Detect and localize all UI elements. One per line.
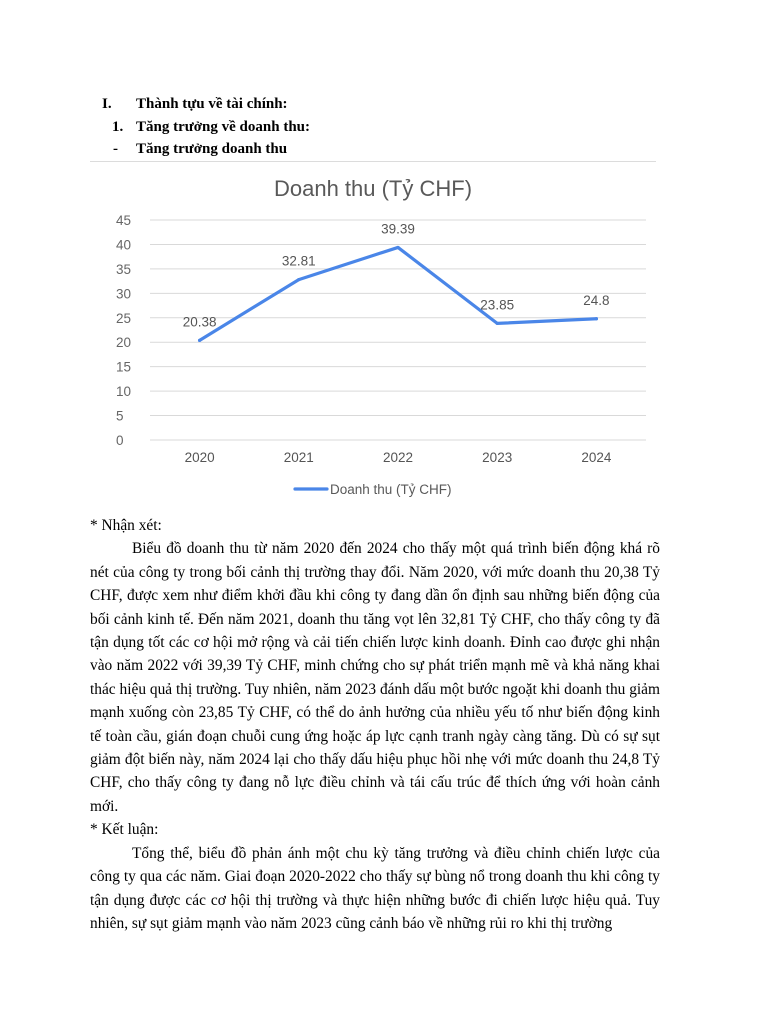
x-tick-label: 2024 bbox=[581, 450, 612, 465]
revenue-chart bbox=[90, 160, 656, 505]
x-tick-label: 2022 bbox=[382, 450, 414, 465]
y-tick-label: 15 bbox=[116, 359, 132, 375]
heading-text: Tăng trưởng doanh thu bbox=[136, 141, 288, 157]
legend-label: Doanh thu (Tỷ CHF) bbox=[330, 482, 452, 497]
data-label: 23.85 bbox=[480, 297, 515, 313]
data-point bbox=[297, 278, 300, 281]
data-label: 39.39 bbox=[381, 221, 415, 237]
conclusion-paragraph: Tổng thể, biểu đồ phản ánh một chu kỳ tăng trưởng và điều chỉnh chiến lược của công ty qua các năm. Giai đoạn 2020-2022 cho thấy sự bùng nổ trong doanh thu khi công ty tận dụng được các cơ hội thị trường và thực hiện những bước đi chiến lược hiệu quả. Tuy nhiên, sự sụt giảm mạnh vào năm 2023 cũng cảnh báo về những rủi ro khi thị trường bbox=[90, 844, 660, 932]
section-heading-financial-achievements bbox=[102, 94, 288, 114]
data-point bbox=[198, 339, 201, 342]
x-axis-ticks bbox=[185, 450, 612, 465]
heading-number: I. bbox=[102, 96, 112, 112]
y-axis-ticks bbox=[116, 213, 131, 448]
data-label: 24.8 bbox=[583, 292, 610, 308]
y-tick-label: 10 bbox=[116, 384, 132, 400]
series-line bbox=[200, 247, 597, 340]
y-tick-label: 30 bbox=[116, 286, 132, 302]
bullet-heading-revenue-growth bbox=[113, 139, 287, 159]
chart-legend bbox=[295, 482, 452, 497]
y-tick-label: 20 bbox=[116, 335, 132, 351]
x-tick-label: 2021 bbox=[283, 450, 314, 465]
revenue-line-chart-svg bbox=[90, 160, 656, 505]
y-tick-label: 40 bbox=[116, 237, 132, 253]
x-tick-label: 2020 bbox=[184, 450, 215, 465]
remark-label: * Nhận xét: bbox=[90, 517, 162, 534]
y-tick-label: 5 bbox=[116, 408, 124, 424]
subsection-heading-revenue-growth bbox=[112, 117, 310, 137]
y-tick-label: 35 bbox=[116, 261, 132, 277]
y-tick-label: 25 bbox=[116, 310, 132, 326]
data-point bbox=[396, 246, 399, 249]
bullet-dash: - bbox=[113, 141, 118, 157]
series-points bbox=[198, 246, 598, 342]
y-tick-label: 45 bbox=[116, 213, 132, 228]
data-label: 20.38 bbox=[182, 314, 217, 330]
data-point bbox=[595, 317, 598, 320]
data-label: 32.81 bbox=[281, 253, 316, 269]
x-tick-label: 2023 bbox=[482, 450, 513, 465]
conclusion-label: * Kết luận: bbox=[90, 821, 159, 839]
heading-text: Tăng trưởng về doanh thu: bbox=[136, 119, 311, 135]
heading-number: 1. bbox=[112, 119, 124, 135]
chart-gridlines bbox=[150, 220, 646, 440]
data-point bbox=[496, 322, 499, 325]
chart-title: Doanh thu (Tỷ CHF) bbox=[273, 176, 473, 201]
commentary-section bbox=[90, 514, 660, 935]
y-tick-label: 0 bbox=[116, 433, 124, 448]
remark-paragraph: Biểu đồ doanh thu từ năm 2020 đến 2024 cho thấy một quá trình biến động khá rõ nét của công ty trong bối cảnh thị trường thay đổi. Năm 2020, với mức doanh thu 20,38 Tỷ CHF, được xem như điểm khởi đầu khi công ty đang dần ổn định sau những biến động của bối cảnh kinh tế. Đến năm 2021, doanh thu tăng vọt lên 32,81 Tỷ CHF, cho thấy công ty đã tận dụng tốt các cơ hội mở rộng và cải tiến chiến lược kinh doanh. Đỉnh cao được ghi nhận vào năm 2022 với 39,39 Tỷ CHF, minh chứng cho sự phát triển mạnh mẽ và khả năng khai thác hiệu quả thị trường. Tuy nhiên, năm 2023 đánh dấu một bước ngoặt khi doanh thu giảm mạnh xuống còn 23,85 Tỷ CHF, có thể do ảnh hưởng của nhiều yếu tố như biến động kinh tế toàn cầu, gián đoạn chuỗi cung ứng hoặc áp lực cạnh tranh ngày càng tăng. Dù có sự sụt giảm đột biến này, năm 2024 lại cho thấy dấu hiệu phục hồi nhẹ với mức doanh thu 24,8 Tỷ CHF, cho thấy công ty đang nỗ lực điều chỉnh và tái cấu trúc để thích ứng với hoàn cảnh mới. bbox=[90, 540, 660, 815]
heading-text: Thành tựu về tài chính: bbox=[136, 96, 288, 112]
